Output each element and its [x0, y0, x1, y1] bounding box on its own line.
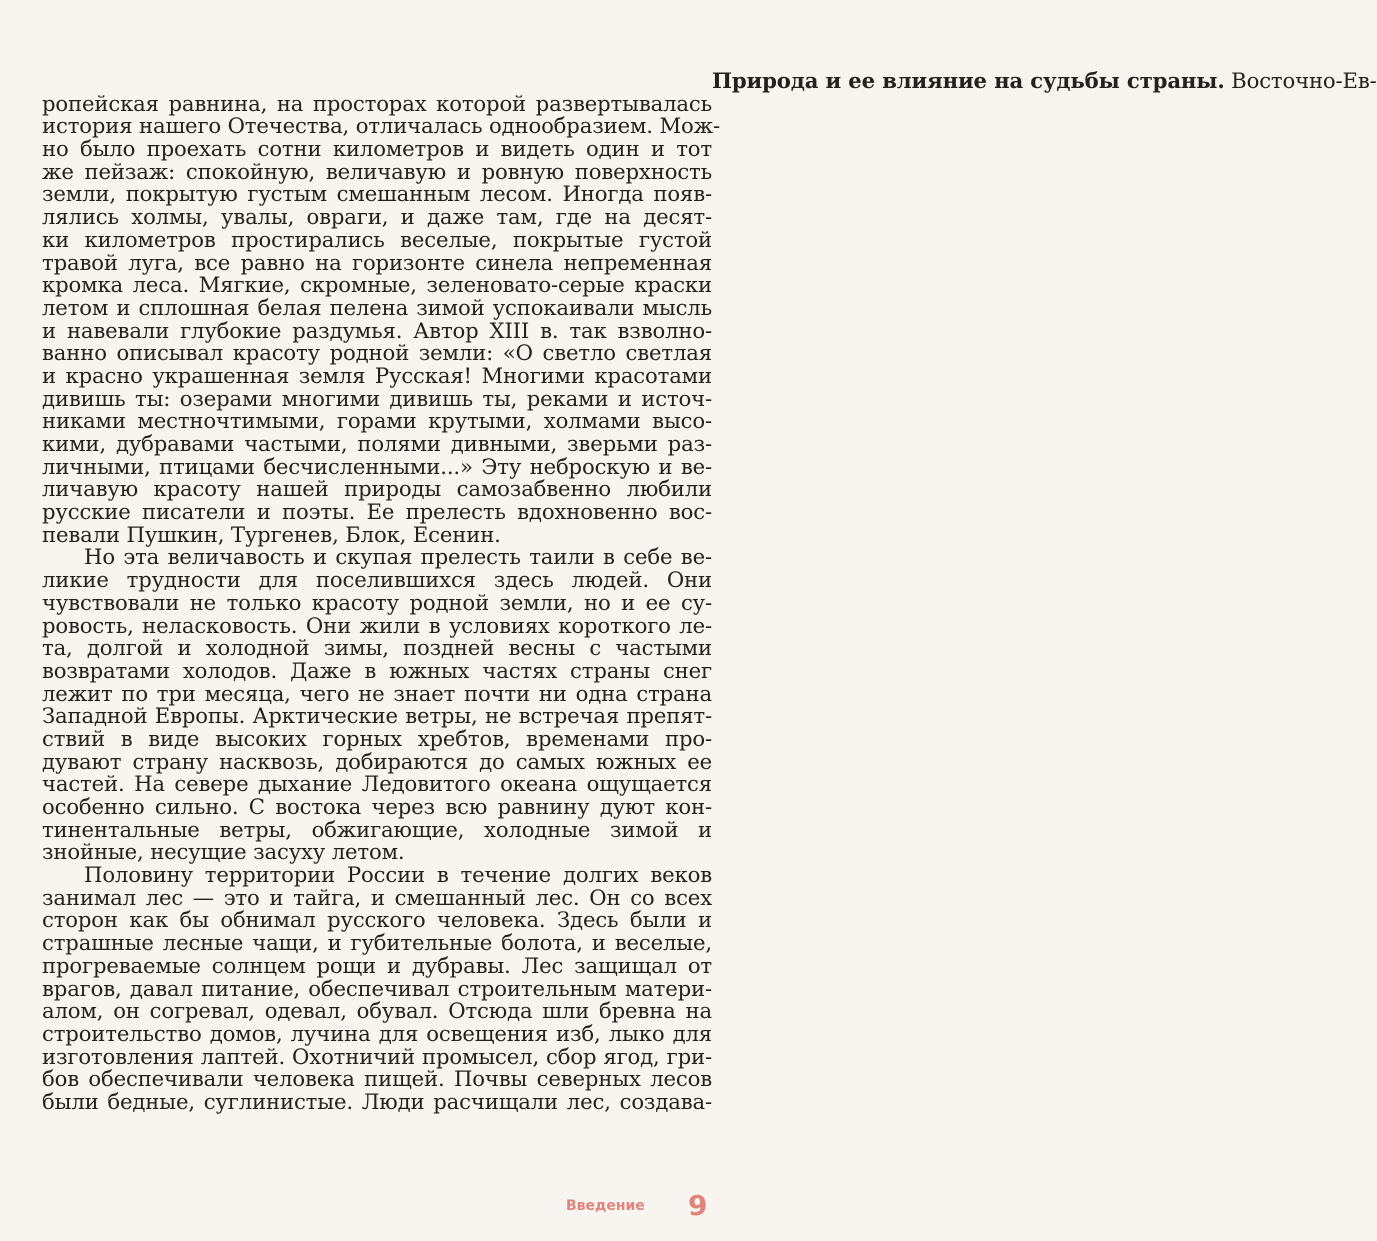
- body-text: [42, 68, 1377, 1114]
- section-heading: Природа и ее влияние на судьбы страны.: [712, 68, 1225, 93]
- text-line: Западной Европы. Арктические ветры, не встречая препят-: [42, 703, 712, 729]
- text-line: ствий в виде высоких горных хребтов, временами про-: [42, 725, 712, 751]
- text-line: ровость, неласковость. Они жили в условиях короткого ле-: [42, 612, 712, 638]
- text-line: страшные лесные чащи, и губительные болота, и веселые,: [42, 930, 712, 956]
- text-line: чувствовали не только красоту родной земли, но и ее су-: [42, 589, 712, 615]
- text-line: особенно сильно. С востока через всю равнину дуют кон-: [42, 794, 712, 819]
- text-line: знойные, несущие засуху летом.: [42, 839, 405, 865]
- text-line: ванно описывал красоту родной земли: «О светло светлая: [42, 340, 712, 366]
- text-line: земли, покрытую густым смешанным лесом. Иногда появ-: [42, 181, 712, 207]
- text-line: личными, птицами бесчисленными...» Эту неброскую и ве-: [42, 453, 712, 479]
- text-line: Половину территории России в течение долгих веков: [84, 862, 712, 888]
- text-line: же пейзаж: спокойную, величавую и ровную поверхность: [42, 158, 712, 184]
- text-line: и красно украшенная земля Русская! Многими красотами: [42, 362, 712, 388]
- text-line: лялись холмы, увалы, овраги, и даже там, где на десят-: [42, 204, 712, 230]
- text-line: возвратами холодов. Даже в южных частях страны снег: [42, 657, 712, 683]
- text-line: строительство домов, лучина для освещения изб, лыко для: [42, 1020, 712, 1046]
- text-line: летом и сплошная белая пелена зимой успокаивали мысль: [42, 294, 712, 320]
- text-line: алом, он согревал, одевал, обувал. Отсюда шли бревна на: [42, 998, 712, 1024]
- text-line: и навевали глубокие раздумья. Автор XIII в. так взволно-: [42, 317, 712, 343]
- page-footer: [0, 1188, 791, 1224]
- text-line: сторон как бы обнимал русского человека. Здесь были и: [42, 907, 712, 933]
- text-line: та, долгой и холодной зимы, поздней весны с частыми: [42, 635, 712, 661]
- text-line: Природа и ее влияние на судьбы страны. Восточно-Ев-: [712, 68, 1377, 93]
- text-line: частей. На севере дыхание Ледовитого океана ощущается: [42, 771, 712, 797]
- text-line: лежит по три месяца, чего не знает почти ни одна страна: [42, 680, 712, 706]
- text-line: тинентальные ветры, обжигающие, холодные зимой и: [42, 816, 712, 842]
- section-label: Введение: [566, 1198, 645, 1214]
- text-line: певали Пушкин, Тургенев, Блок, Есенин.: [42, 521, 501, 547]
- text-line: ликие трудности для поселившихся здесь людей. Они: [42, 567, 712, 593]
- text-line: занимал лес — это и тайга, и смешанный лес. Он со всех: [42, 884, 712, 910]
- text-line: изготовления лаптей. Охотничий промысел, сбор ягод, гри-: [42, 1043, 712, 1069]
- text-line: прогреваемые солнцем рощи и дубравы. Лес защищал от: [42, 952, 712, 978]
- text-line: были бедные, суглинистые. Люди расчищали лес, создава-: [42, 1088, 712, 1114]
- text-line: травой луга, все равно на горизонте синела непременная: [42, 249, 712, 275]
- text-line: бов обеспечивали человека пищей. Почвы северных лесов: [42, 1066, 712, 1092]
- text-line: ропейская равнина, на просторах которой развертывалась: [42, 90, 712, 116]
- text-line: дувают страну насквозь, добираются до самых южных ее: [42, 748, 712, 774]
- text-line: ки километров простирались веселые, покрытые густой: [42, 226, 712, 252]
- text-line: Но эта величавость и скупая прелесть таили в себе ве-: [84, 544, 712, 570]
- page-number: 9: [688, 1189, 708, 1222]
- text-line: история нашего Отечества, отличалась однообразием. Мож-: [42, 113, 720, 139]
- text-line: но было проехать сотни километров и видеть один и тот: [42, 136, 712, 162]
- text-line: дивишь ты: озерами многими дивишь ты, реками и источ-: [42, 385, 712, 411]
- text-line: русские писатели и поэты. Ее прелесть вдохновенно вос-: [42, 499, 712, 525]
- text-line: врагов, давал питание, обеспечивал строительным матери-: [42, 975, 712, 1001]
- text-line: личавую красоту нашей природы самозабвенно любили: [42, 476, 712, 502]
- text-line: кими, дубравами частыми, полями дивными, зверьми раз-: [42, 431, 712, 456]
- text-line: никами местночтимыми, горами крутыми, холмами высо-: [42, 408, 712, 434]
- text-line: кромка леса. Мягкие, скромные, зеленовато-серые краски: [42, 272, 712, 298]
